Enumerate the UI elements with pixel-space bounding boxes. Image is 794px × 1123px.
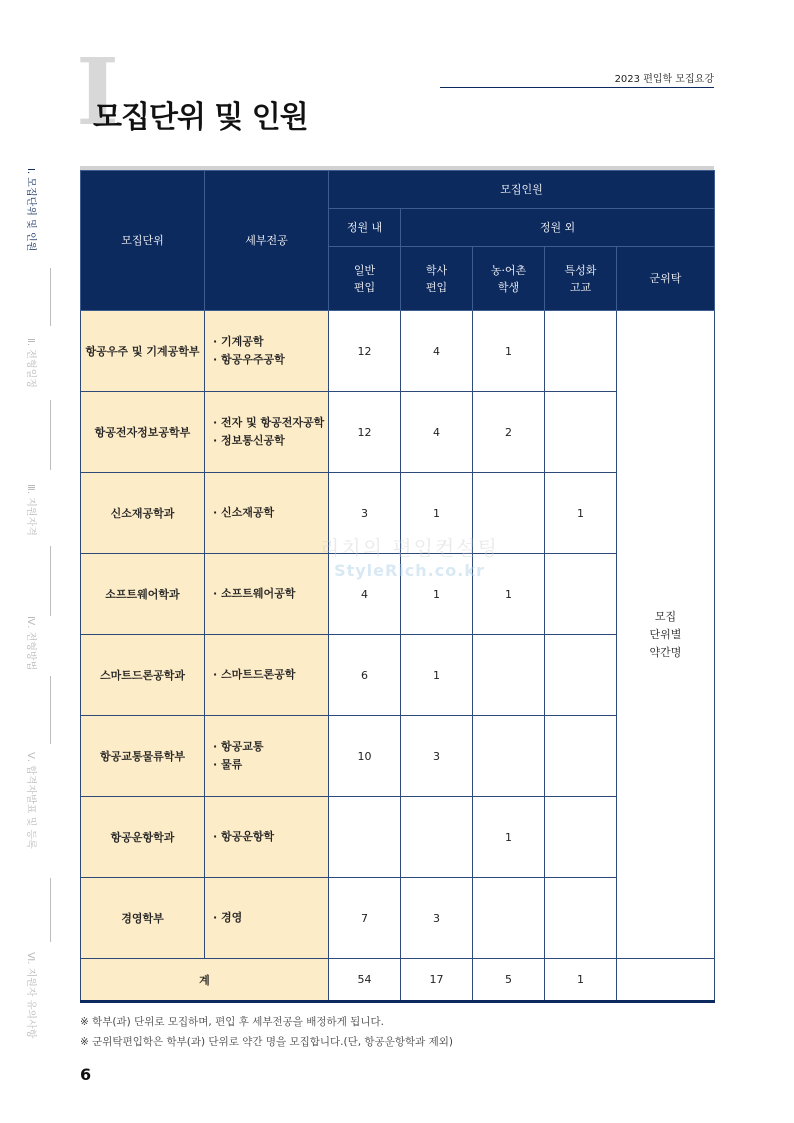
major-item: · 물류 — [213, 758, 243, 771]
count-general: 4 — [329, 554, 401, 635]
count-general: 7 — [329, 878, 401, 959]
count-rural: 1 — [473, 554, 545, 635]
unit-cell: 스마트드론공학과 — [81, 635, 205, 716]
header-bachelor — [401, 247, 473, 311]
major-cell — [205, 878, 329, 959]
page-title: 모집단위 및 인원 — [93, 100, 308, 135]
header-general-line2: 편입 — [353, 280, 376, 294]
count-bachelor: 3 — [401, 878, 473, 959]
major-item: · 소프트웨어공학 — [213, 587, 296, 600]
count-bachelor: 1 — [401, 635, 473, 716]
major-item: · 기계공학 — [213, 335, 264, 348]
header-major: 세부전공 — [205, 171, 329, 311]
header-bachelor-line2: 편입 — [425, 280, 448, 294]
major-cell — [205, 797, 329, 878]
military-note-line: 단위별 — [649, 627, 682, 641]
count-general: 10 — [329, 716, 401, 797]
count-bachelor: 4 — [401, 392, 473, 473]
major-item: · 신소재공학 — [213, 506, 275, 519]
quota-table-wrapper — [80, 166, 714, 1003]
unit-cell: 소프트웨어학과 — [81, 554, 205, 635]
side-navigation — [25, 168, 68, 1048]
header-special-hs — [545, 247, 617, 311]
footnote-2: ※ 군위탁편입학은 학부(과) 단위로 약간 명을 모집합니다.(단, 항공운항학과 제외) — [80, 1036, 453, 1048]
header-unit: 모집단위 — [81, 171, 205, 311]
major-cell — [205, 311, 329, 392]
side-nav-divider — [50, 878, 51, 942]
count-special-hs — [545, 878, 617, 959]
side-nav-divider — [50, 676, 51, 744]
side-nav-divider — [50, 400, 51, 470]
header-rural-line1: 농·어촌 — [490, 263, 527, 277]
count-rural — [473, 473, 545, 554]
header-out-quota: 정원 외 — [401, 209, 715, 247]
major-cell — [205, 554, 329, 635]
military-note-line: 모집 — [654, 609, 677, 623]
count-general: 6 — [329, 635, 401, 716]
total-rural: 5 — [473, 959, 545, 1002]
watermark-line2: StyleRich.co.kr — [334, 561, 485, 580]
count-special-hs — [545, 716, 617, 797]
page-number: 6 — [80, 1065, 92, 1084]
count-bachelor: 3 — [401, 716, 473, 797]
side-nav-item-5[interactable]: Ⅴ. 합격자발표 및 등록 — [25, 752, 36, 849]
table-body — [81, 311, 715, 1002]
major-cell — [205, 635, 329, 716]
side-nav-item-6[interactable]: Ⅵ. 지원자 유의사항 — [25, 952, 36, 1039]
side-nav-item-2[interactable]: Ⅱ. 전형일정 — [25, 338, 36, 388]
major-item: · 항공운항학 — [213, 830, 275, 843]
major-item: · 전자 및 항공전자공학 — [213, 416, 325, 429]
total-special-hs: 1 — [545, 959, 617, 1002]
major-item: · 항공교통 — [213, 740, 264, 753]
side-nav-item-4[interactable]: Ⅳ. 전형방법 — [25, 616, 36, 671]
total-row — [81, 959, 715, 1002]
total-bachelor: 17 — [401, 959, 473, 1002]
total-label: 계 — [81, 959, 329, 1002]
header-bachelor-line1: 학사 — [425, 263, 448, 277]
header-special-line1: 특성화 — [564, 263, 597, 277]
unit-cell: 항공전자정보공학부 — [81, 392, 205, 473]
unit-cell: 항공교통물류학부 — [81, 716, 205, 797]
header-in-quota: 정원 내 — [329, 209, 401, 247]
total-general: 54 — [329, 959, 401, 1002]
count-bachelor — [401, 797, 473, 878]
unit-cell: 경영학부 — [81, 878, 205, 959]
side-nav-divider — [50, 546, 51, 616]
running-header: 2023 편입학 모집요강 — [614, 74, 714, 85]
major-cell — [205, 392, 329, 473]
count-special-hs — [545, 554, 617, 635]
count-rural — [473, 716, 545, 797]
count-special-hs — [545, 392, 617, 473]
major-cell — [205, 716, 329, 797]
header-quota: 모집인원 — [329, 171, 715, 209]
major-item: · 항공우주공학 — [213, 353, 285, 366]
major-cell — [205, 473, 329, 554]
header-rural-line2: 학생 — [497, 280, 520, 294]
count-special-hs — [545, 797, 617, 878]
count-bachelor: 1 — [401, 554, 473, 635]
count-special-hs — [545, 311, 617, 392]
count-general — [329, 797, 401, 878]
side-nav-item-1[interactable]: Ⅰ. 모집단위 및 인원 — [25, 168, 36, 252]
watermark-line1: 리치의 편입컨설팅 — [320, 536, 499, 560]
unit-cell: 신소재공학과 — [81, 473, 205, 554]
quota-table — [80, 170, 715, 1003]
table-row — [81, 311, 715, 392]
header-rule — [440, 87, 714, 88]
count-general: 3 — [329, 473, 401, 554]
side-nav-item-3[interactable]: Ⅲ. 지원자격 — [25, 484, 36, 536]
footnotes — [80, 1012, 453, 1052]
footnote-1: ※ 학부(과) 단위로 모집하며, 편입 후 세부전공을 배정하게 됩니다. — [80, 1016, 384, 1028]
military-note-line: 약간명 — [649, 645, 682, 659]
count-rural — [473, 878, 545, 959]
chapter-mark: I — [76, 38, 120, 146]
count-rural: 1 — [473, 311, 545, 392]
unit-cell: 항공운항학과 — [81, 797, 205, 878]
count-bachelor: 4 — [401, 311, 473, 392]
major-item: · 경영 — [213, 911, 243, 924]
header-general — [329, 247, 401, 311]
count-bachelor: 1 — [401, 473, 473, 554]
count-special-hs — [545, 635, 617, 716]
side-nav-divider — [50, 268, 51, 326]
major-item: · 정보통신공학 — [213, 434, 285, 447]
count-rural: 2 — [473, 392, 545, 473]
header-rural — [473, 247, 545, 311]
count-special-hs: 1 — [545, 473, 617, 554]
count-general: 12 — [329, 311, 401, 392]
count-rural: 1 — [473, 797, 545, 878]
header-general-line1: 일반 — [353, 263, 376, 277]
count-rural — [473, 635, 545, 716]
military-note — [617, 311, 715, 959]
header-special-line2: 고교 — [569, 280, 592, 294]
unit-cell: 항공우주 및 기계공학부 — [81, 311, 205, 392]
major-item: · 스마트드론공학 — [213, 668, 296, 681]
header-military: 군위탁 — [617, 247, 715, 311]
count-general: 12 — [329, 392, 401, 473]
total-military — [617, 959, 715, 1002]
